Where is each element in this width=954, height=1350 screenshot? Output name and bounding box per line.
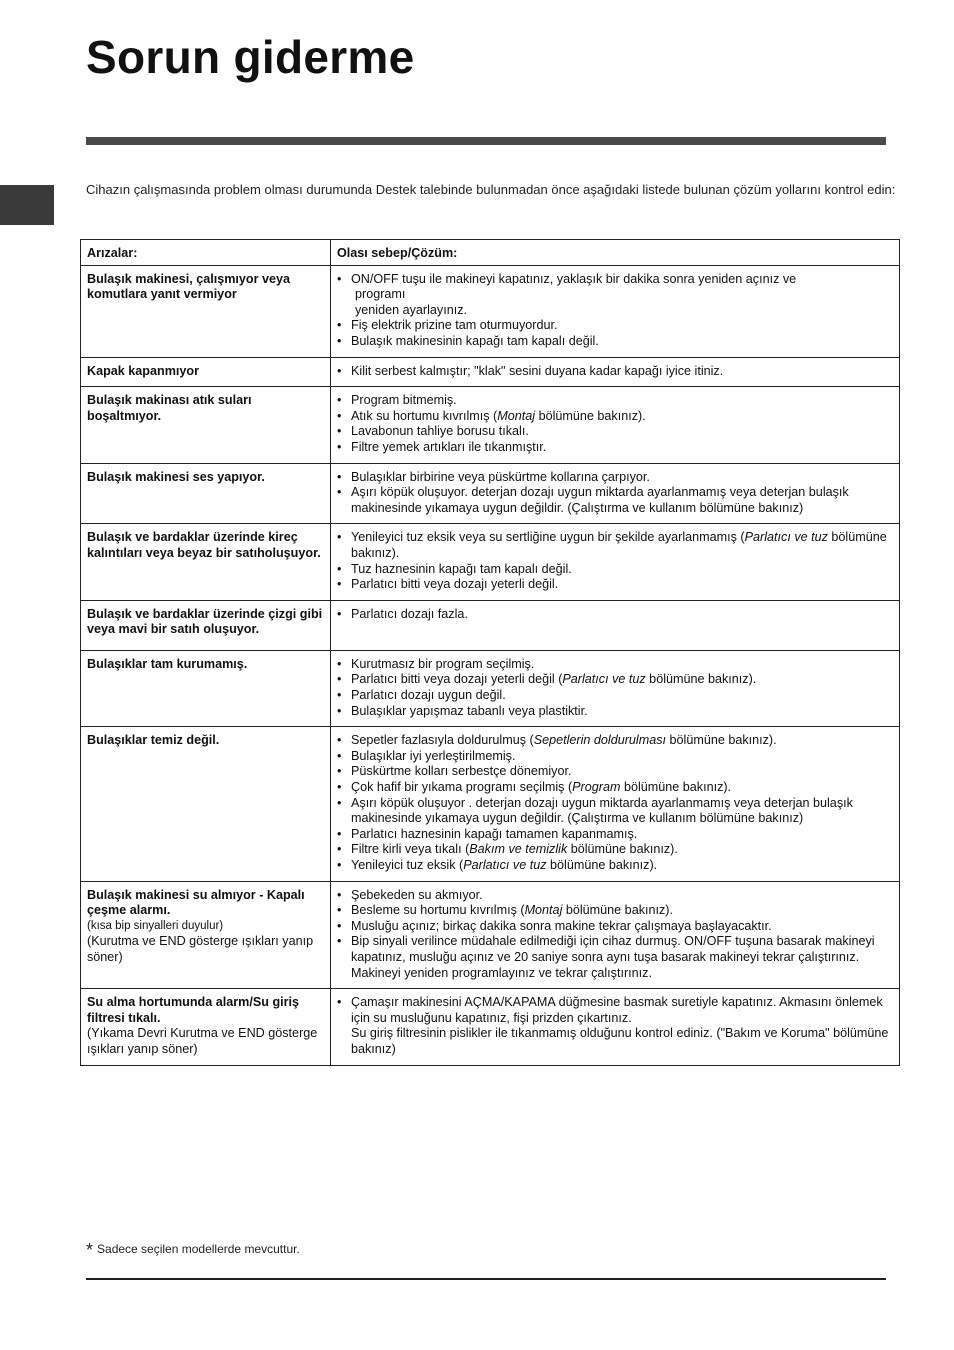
list-item: • Sepetler fazlasıyla doldurulmuş (Sepetlerin doldurulması bölümüne bakınız). bbox=[337, 733, 893, 749]
fault-title: Bulaşık makinesi su almıyor - Kapalı çeşme alarmı. bbox=[87, 887, 305, 918]
table-row bbox=[81, 387, 900, 463]
list-item-continuation: Su giriş filtresinin pislikler ile tıkanmamış olduğunu kontrol ediniz. ("Bakım ve Koruma" bölümüne bakınız) bbox=[351, 1026, 889, 1056]
table-header-row bbox=[81, 240, 900, 266]
footer-divider bbox=[86, 1278, 886, 1280]
fault-cell bbox=[81, 881, 331, 989]
fault-indicator-note: (Yıkama Devri Kurutma ve END gösterge ışıkları yanıp söner) bbox=[87, 1026, 318, 1056]
list-item: • Filtre kirli veya tıkalı (Bakım ve temizlik bölümüne bakınız). bbox=[337, 842, 893, 858]
list-item: • Bulaşık makinesinin kapağı tam kapalı değil. bbox=[337, 334, 893, 350]
fault-title: Bulaşık makinası atık suları boşaltmıyor. bbox=[87, 393, 252, 423]
section-reference: Parlatıcı ve tuz bbox=[744, 530, 828, 545]
header-solutions: Olası sebep/Çözüm: bbox=[331, 240, 900, 266]
list-item: • Parlatıcı dozajı fazla. bbox=[337, 607, 893, 623]
section-reference: Sepetlerin doldurulması bbox=[533, 733, 667, 748]
fault-indicator-note: (Kurutma ve END gösterge ışıkları yanıp söner) bbox=[87, 934, 314, 964]
list-item: • Bulaşıklar iyi yerleştirilmemiş. bbox=[337, 749, 893, 765]
list-item: • Aşırı köpük oluşuyor. deterjan dozajı uygun miktarda ayarlanmamış veya deterjan bulaşık makinesinde yıkamaya uygun değildir. (Çalıştırma ve kullanım bölümüne bakınız) bbox=[337, 485, 893, 516]
list-item: • Besleme su hortumu kıvrılmış (Montaj bölümüne bakınız). bbox=[337, 903, 893, 919]
table-row bbox=[81, 600, 900, 650]
list-item: • Atık su hortumu kıvrılmış (Montaj bölümüne bakınız). bbox=[337, 409, 893, 425]
list-item: • Musluğu açınız; birkaç dakika sonra makine tekrar çalışmaya başlayacaktır. bbox=[337, 919, 893, 935]
list-item: • Fiş elektrik prizine tam oturmuyordur. bbox=[337, 318, 893, 334]
solution-list bbox=[337, 995, 893, 1057]
solution-list bbox=[337, 607, 893, 623]
solution-cell bbox=[331, 727, 900, 881]
list-item: • Yenileyici tuz eksik (Parlatıcı ve tuz bölümüne bakınız). bbox=[337, 858, 893, 874]
solution-list bbox=[337, 393, 893, 455]
list-item: • Aşırı köpük oluşuyor . deterjan dozajı uygun miktarda ayarlanmamış veya deterjan bulaşık makinesinde yıkamaya uygun değildir. (Çalıştırma ve kullanım bölümüne bakınız) bbox=[337, 796, 893, 827]
footnote-text: Sadece seçilen modellerde mevcuttur. bbox=[97, 1242, 300, 1256]
fault-cell bbox=[81, 650, 331, 726]
solution-cell bbox=[331, 387, 900, 463]
troubleshooting-table bbox=[80, 239, 900, 1066]
table-row bbox=[81, 524, 900, 600]
solution-list bbox=[337, 364, 893, 380]
solution-list bbox=[337, 272, 893, 350]
solution-cell bbox=[331, 524, 900, 600]
solution-cell bbox=[331, 989, 900, 1065]
table-row bbox=[81, 463, 900, 524]
list-item: • Çok hafif bir yıkama programı seçilmiş (Program bölümüne bakınız). bbox=[337, 780, 893, 796]
list-item: • Program bitmemiş. bbox=[337, 393, 893, 409]
solution-cell bbox=[331, 600, 900, 650]
list-item: • Bulaşıklar yapışmaz tabanlı veya plastiktir. bbox=[337, 704, 893, 720]
solution-list bbox=[337, 888, 893, 982]
solution-cell bbox=[331, 463, 900, 524]
solution-list bbox=[337, 657, 893, 719]
list-item: • Kurutmasız bir program seçilmiş. bbox=[337, 657, 893, 673]
table-row bbox=[81, 727, 900, 881]
fault-title: Bulaşık makinesi, çalışmıyor veya komutlara yanıt vermiyor bbox=[87, 271, 291, 302]
list-item: • Filtre yemek artıkları ile tıkanmıştır. bbox=[337, 440, 893, 456]
table-row bbox=[81, 357, 900, 387]
section-reference: Montaj bbox=[524, 903, 563, 918]
fault-title: Bulaşık ve bardaklar üzerinde çizgi gibi veya mavi bir satıh oluşuyor. bbox=[87, 606, 323, 637]
list-item: • Parlatıcı haznesinin kapağı tamamen kapanmamış. bbox=[337, 827, 893, 843]
list-item: • Parlatıcı bitti veya dozajı yeterli değil. bbox=[337, 577, 893, 593]
fault-cell bbox=[81, 524, 331, 600]
table-row bbox=[81, 989, 900, 1065]
section-reference: Parlatıcı ve tuz bbox=[562, 672, 646, 687]
table-row bbox=[81, 881, 900, 989]
list-item: • Yenileyici tuz eksik veya su sertliğine uygun bir şekilde ayarlanmamış (Parlatıcı ve tuz bölümüne bakınız). bbox=[337, 530, 893, 561]
solution-cell bbox=[331, 881, 900, 989]
solution-list bbox=[337, 470, 893, 517]
page-title: Sorun giderme bbox=[86, 31, 415, 83]
solution-cell bbox=[331, 357, 900, 387]
list-item: • ON/OFF tuşu ile makineyi kapatınız, yaklaşık bir dakika sonra yeniden açınız ve bbox=[337, 272, 893, 288]
list-item: • Kilit serbest kalmıştır; "klak" sesini duyana kadar kapağı iyice itiniz. bbox=[337, 364, 893, 380]
table-row bbox=[81, 650, 900, 726]
solution-list bbox=[337, 530, 893, 592]
fault-cell bbox=[81, 463, 331, 524]
solution-list bbox=[337, 733, 893, 873]
list-item: • Püskürtme kolları serbestçe dönemiyor. bbox=[337, 764, 893, 780]
list-item: • Tuz haznesinin kapağı tam kapalı değil. bbox=[337, 562, 893, 578]
list-item: • Şebekeden su akmıyor. bbox=[337, 888, 893, 904]
solution-cell bbox=[331, 650, 900, 726]
fault-cell bbox=[81, 265, 331, 357]
fault-cell bbox=[81, 357, 331, 387]
fault-cell bbox=[81, 600, 331, 650]
fault-cell bbox=[81, 387, 331, 463]
section-reference: Montaj bbox=[497, 408, 536, 423]
list-item: • Parlatıcı dozajı uygun değil. bbox=[337, 688, 893, 704]
fault-title: Bulaşık ve bardaklar üzerinde kireç kalıntıları veya beyaz bir satıholuşuyor. bbox=[87, 530, 321, 560]
fault-note: (kısa bip sinyalleri duyulur) bbox=[87, 919, 224, 932]
list-item: • Çamaşır makinesini AÇMA/KAPAMA düğmesine basmak suretiyle kapatınız. Akmasını önlemek için su musluğunu kapatınız, fişi prizden çıkartınız. bbox=[337, 995, 893, 1026]
fault-cell bbox=[81, 989, 331, 1065]
fault-title: Su alma hortumunda alarm/Su giriş filtresi tıkalı. bbox=[87, 995, 300, 1025]
fault-cell bbox=[81, 727, 331, 881]
list-item: • Bip sinyali verilince müdahale edilmediği için cihaz durmuş. ON/OFF tuşuna basarak makineyi kapatınız, musluğu açınız ve 20 saniye sonra aynı tuşa basarak makineyi tekrar çalıştırınız. Makineyi yeniden programlayınız ve tekrar çalıştırınız. bbox=[337, 934, 893, 981]
list-item-continuation: yeniden ayarlayınız. bbox=[355, 302, 468, 317]
fault-title: Bulaşıklar temiz değil. bbox=[87, 733, 220, 748]
title-divider bbox=[86, 137, 886, 145]
list-item-continuation: programı bbox=[355, 287, 406, 302]
table-row bbox=[81, 265, 900, 357]
solution-cell bbox=[331, 265, 900, 357]
section-reference: Program bbox=[572, 780, 621, 795]
section-tab-marker bbox=[0, 185, 54, 225]
fault-title: Kapak kapanmıyor bbox=[87, 363, 199, 378]
list-item: • Parlatıcı bitti veya dozajı yeterli değil (Parlatıcı ve tuz bölümüne bakınız). bbox=[337, 672, 893, 688]
intro-text: Cihazın çalışmasında problem olması durumunda Destek talebinde bulunmadan önce aşağıdaki listede bulunan çözüm yollarını kontrol edin: bbox=[86, 182, 896, 197]
section-reference: Bakım ve temizlik bbox=[469, 842, 568, 857]
list-item: • Bulaşıklar birbirine veya püskürtme kollarına çarpıyor. bbox=[337, 470, 893, 486]
fault-title: Bulaşık makinesi ses yapıyor. bbox=[87, 469, 265, 484]
section-reference: Parlatıcı ve tuz bbox=[463, 858, 547, 872]
footnote-asterisk: * bbox=[86, 1240, 94, 1260]
fault-title: Bulaşıklar tam kurumamış. bbox=[87, 656, 248, 671]
header-faults: Arızalar: bbox=[81, 240, 331, 266]
list-item: • Lavabonun tahliye borusu tıkalı. bbox=[337, 424, 893, 440]
footnote bbox=[86, 1240, 300, 1261]
